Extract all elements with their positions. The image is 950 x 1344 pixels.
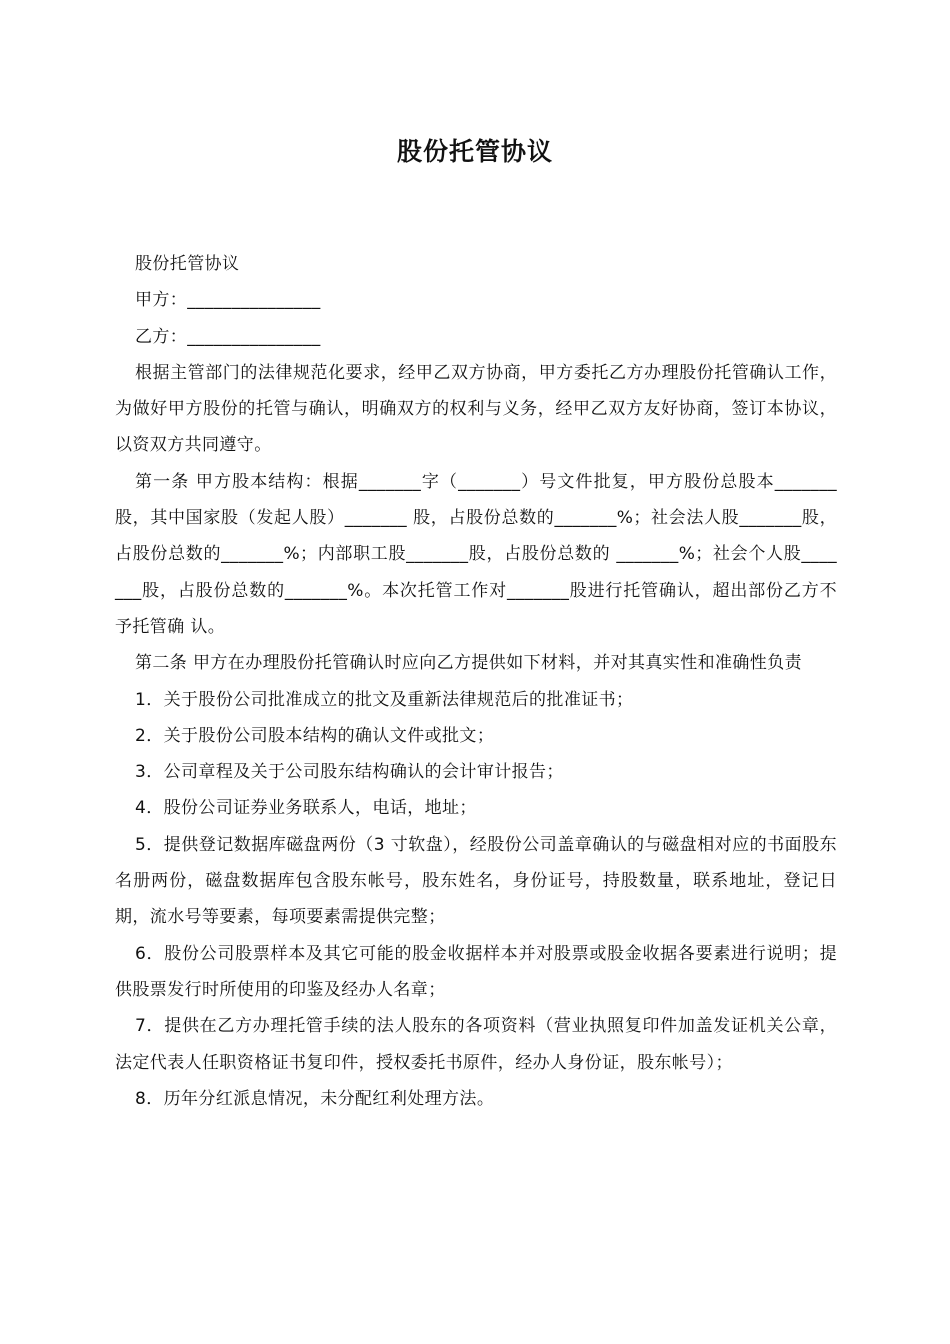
list-item-8: 8．历年分红派息情况，未分配红利处理方法。 — [135, 1088, 495, 1109]
paragraph-article-2: 第二条 甲方在办理股份托管确认时应向乙方提供如下材料，并对其真实性和准确性负责 — [135, 653, 803, 674]
paragraph-heading: 股份托管协议 — [135, 254, 240, 274]
list-item-1: 1．关于股份公司批准成立的批文及重新法律规范后的批准证书； — [135, 689, 634, 710]
list-item-7: 7．提供在乙方办理托管手续的法人股东的各项资料（营业执照复印件加盖发证机关公章，法定代表人任职资格证书复印件，授权委托书原件，经办人身份证，股东帐号）； — [115, 1016, 837, 1073]
list-item-2: 2．关于股份公司股本结构的确认文件或批文； — [135, 725, 495, 746]
document-title: 股份托管协议 — [396, 137, 553, 166]
list-item-6: 6．股份公司股票样本及其它可能的股金收据样本并对股票或股金收据各要素进行说明；提供股票发行时所使用的印鉴及经办人名章； — [115, 943, 837, 1000]
paragraph-preamble: 根据主管部门的法律规范化要求，经甲乙双方协商，甲方委托乙方办理股份托管确认工作，为做好甲方股份的托管与确认，明确双方的权利与义务，经甲乙双方友好协商，签订本协议，以资双方共同遵守。 — [115, 362, 837, 456]
paragraph-article-1: 第一条 甲方股本结构：根据_______字（_______）号文件批复，甲方股份总股本_______股，其中国家股（发起人股）_______ 股，占股份总数的_______%；社会法人股_______股，占股份总数的_______%；内部职工股_______股，占股份总数的 _______%；社会个人股_______股，占股份总数的_______%。本次托管工作对_______股进行托管确认，超出部份乙方不予托管确 认。 — [115, 471, 837, 637]
list-item-3: 3．公司章程及关于公司股东结构确认的会计审计报告； — [135, 762, 564, 783]
list-item-4: 4．股份公司证券业务联系人，电话，地址； — [135, 798, 477, 819]
document-body — [115, 246, 837, 1117]
list-item-5: 5．提供登记数据库磁盘两份（3 寸软盘），经股份公司盖章确认的与磁盘相对应的书面股东名册两份，磁盘数据库包含股东帐号，股东姓名，身份证号，持股数量，联系地址，登记日期，流水号等要素，每项要素需提供完整； — [115, 834, 837, 928]
paragraph-party-a: 甲方：_______________ — [135, 290, 321, 311]
paragraph-party-b: 乙方：_______________ — [135, 326, 321, 347]
